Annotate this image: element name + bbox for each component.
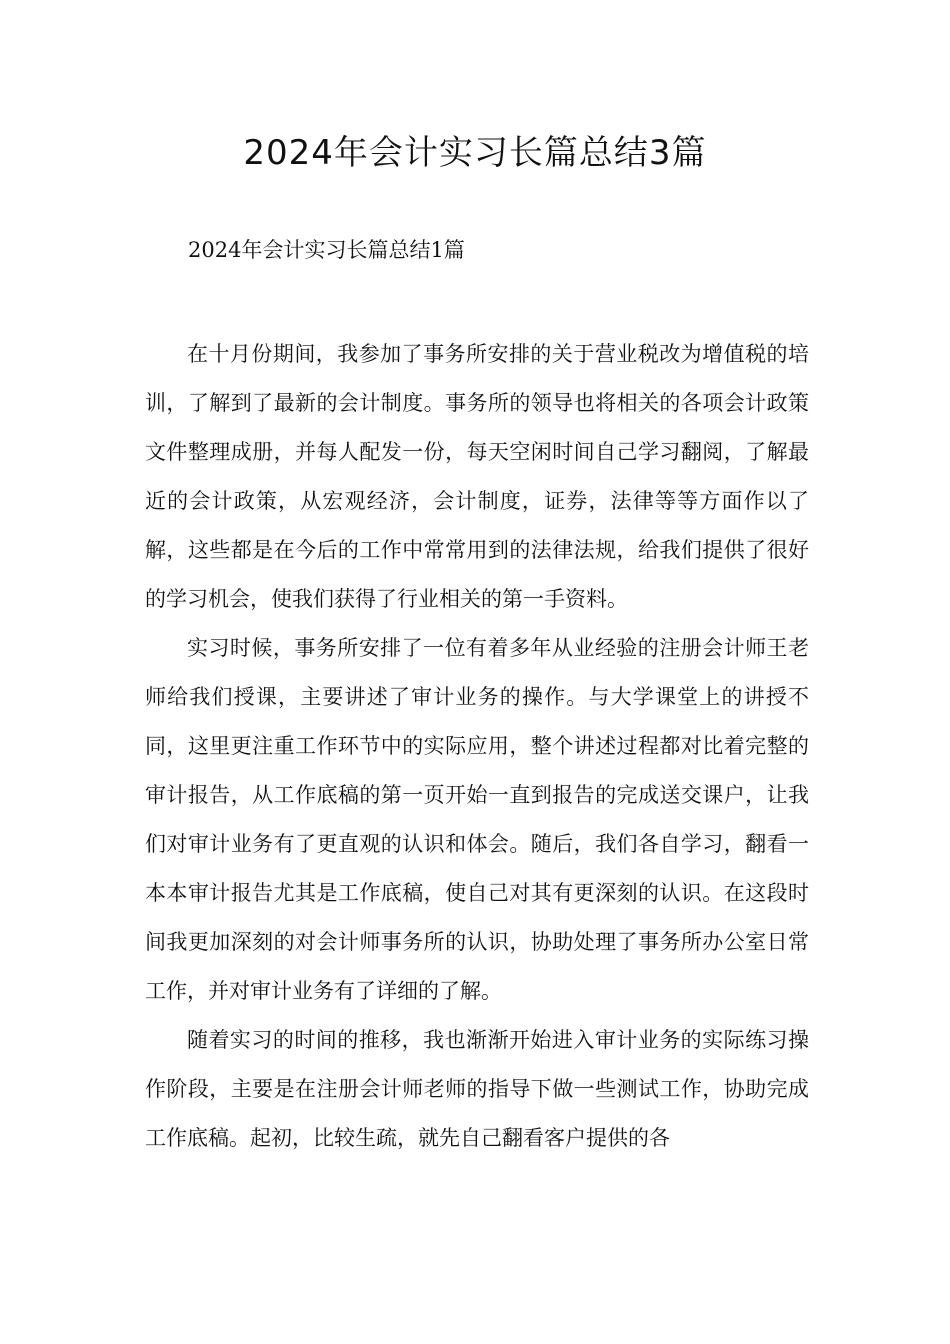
document-body <box>145 330 809 1163</box>
section-heading: 2024年会计实习长篇总结1篇 <box>188 238 465 262</box>
document-title: 2024年会计实习长篇总结3篇 <box>243 133 707 173</box>
paragraph: 在十月份期间，我参加了事务所安排的关于营业税改为增值税的培训，了解到了最新的会计制度。事务所的领导也将相关的各项会计政策文件整理成册，并每人配发一份，每天空闲时间自己学习翻阅，了解最近的会计政策，从宏观经济，会计制度，证券，法律等等方面作以了解，这些都是在今后的工作中常常用到的法律法规，给我们提供了很好的学习机会，使我们获得了行业相关的第一手资料。 <box>145 342 809 611</box>
paragraph: 随着实习的时间的推移，我也渐渐开始进入审计业务的实际练习操作阶段，主要是在注册会计师老师的指导下做一些测试工作，协助完成工作底稿。起初，比较生疏，就先自己翻看客户提供的各 <box>145 1028 809 1150</box>
paragraph: 实习时候，事务所安排了一位有着多年从业经验的注册会计师王老师给我们授课，主要讲述了审计业务的操作。与大学课堂上的讲授不同，这里更注重工作环节中的实际应用，整个讲述过程都对比着完整的审计报告，从工作底稿的第一页开始一直到报告的完成送交课户，让我们对审计业务有了更直观的认识和体会。随后，我们各自学习，翻看一本本审计报告尤其是工作底稿，使自己对其有更深刻的认识。在这段时间我更加深刻的对会计师事务所的认识，协助处理了事务所办公室日常工作，并对审计业务有了详细的了解。 <box>145 636 809 1003</box>
